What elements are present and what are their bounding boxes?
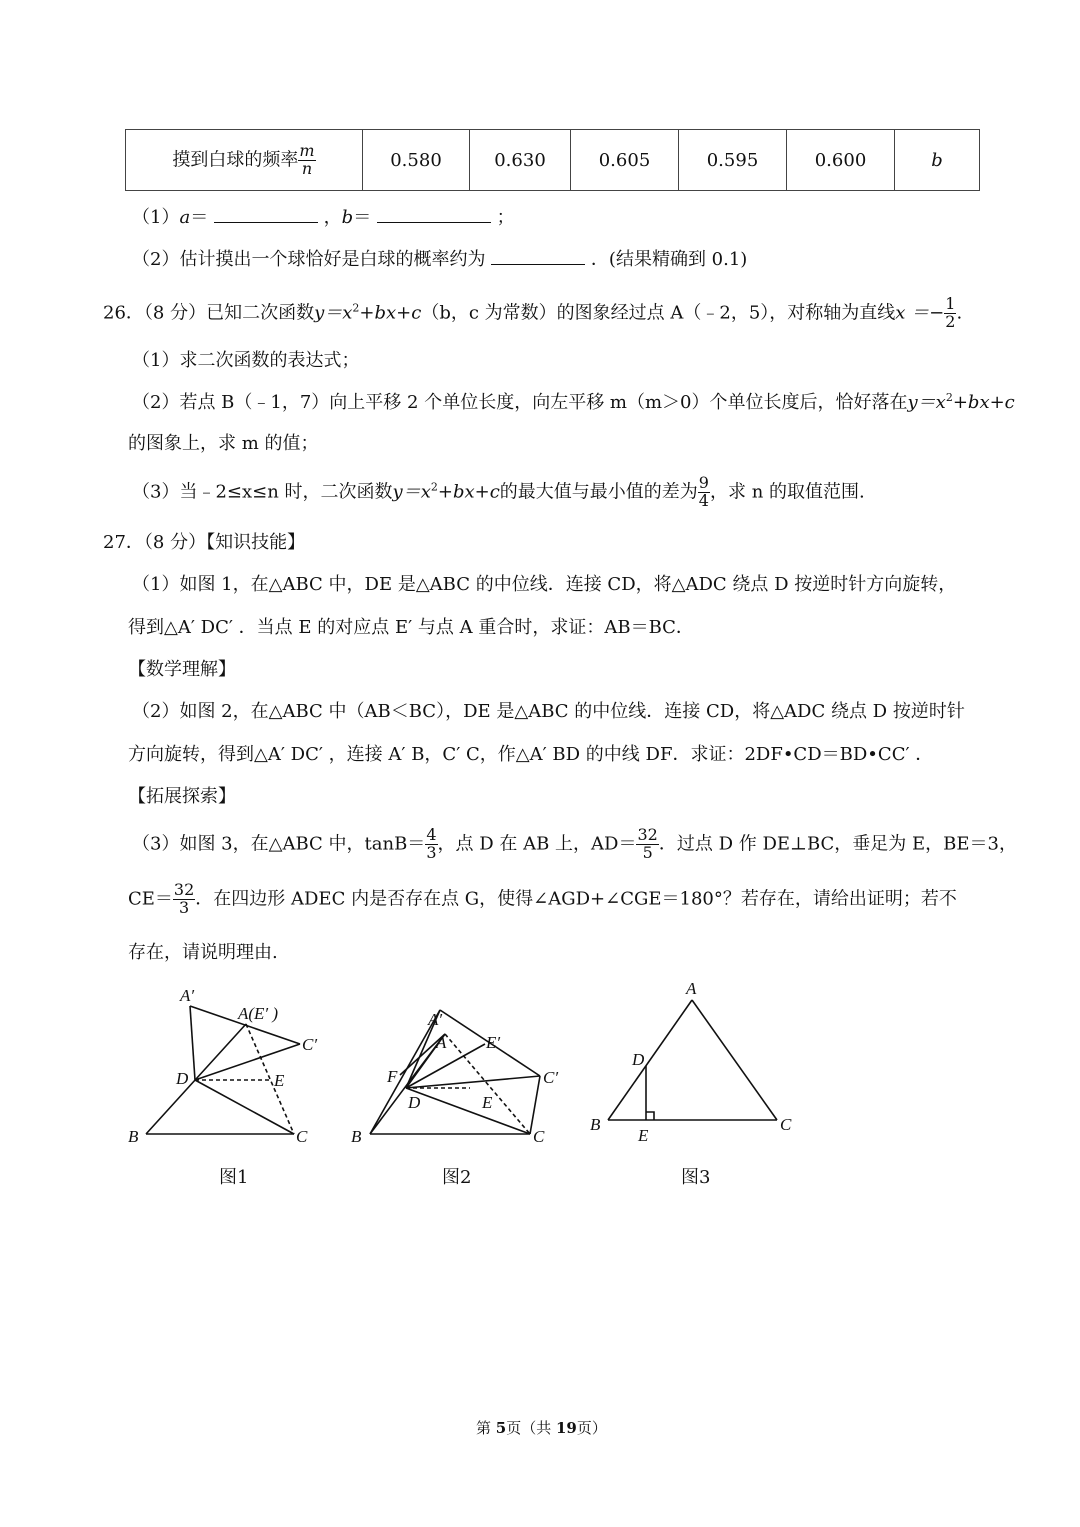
fig3-label: C — [780, 1115, 792, 1134]
fig2-label: C — [533, 1127, 545, 1146]
fraction-nine-fourths: $\frac{9}{4}$ — [698, 473, 709, 510]
fraction-one-half: $\frac{1}{2}$ — [945, 294, 956, 331]
fraction-CE: $\frac{32}{3}$ — [173, 880, 195, 917]
figure-2-caption: 图2 — [442, 1167, 472, 1188]
fig1-label: D — [176, 1069, 189, 1088]
page-footer: 第 5页（共 19页） — [476, 1419, 607, 1437]
table-cell: 0.580 — [363, 130, 470, 191]
fig3-label: E — [638, 1126, 649, 1145]
q27-section-math-understanding: 【数学理解】 — [128, 659, 236, 680]
fig2-label: D — [408, 1093, 421, 1112]
q26-part2: （2）若点 B（﹣1，7）向上平移 2 个单位长度，向左平移 m（m＞0）个单位长度后，恰好落在$y=x^2+bx+c$ — [132, 391, 1015, 413]
q27-part2-cont: 方向旋转，得到△A′ DC′ ，连接 A′ B，C′ C，作△A′ BD 的中线 DF．求证：2DF•CD＝BD•CC′ ． — [128, 744, 934, 765]
q27-part1: （1）如图 1，在△ABC 中，DE 是△ABC 的中位线．连接 CD，将△ADC 绕点 D 按逆时针方向旋转， — [132, 574, 957, 595]
figure-1-caption: 图1 — [219, 1167, 249, 1188]
figure-3-caption: 图3 — [681, 1167, 711, 1188]
q26-part1: （1）求二次函数的表达式； — [132, 350, 360, 371]
fig3-label: A — [686, 979, 697, 998]
fig2-label: E — [482, 1093, 493, 1112]
q27-part3: （3）如图 3，在△ABC 中，tanB＝ $\frac{4}{3}$ ，点 D 在 AB 上，AD＝ $\frac{32}{5}$ ．过点 D 作 DE⊥BC，垂足为 E，BE＝3， — [132, 825, 1017, 862]
page-total: 19 — [556, 1419, 577, 1437]
frequency-table — [125, 129, 980, 191]
table-cell: 0.630 — [470, 130, 571, 191]
q25-part1: （1）a＝ ，b＝ ； — [132, 207, 515, 228]
fig2-label: A — [436, 1033, 447, 1052]
table-row — [126, 130, 980, 191]
fig1-label: C — [296, 1127, 308, 1146]
answer-blank-probability[interactable] — [491, 250, 585, 265]
q27-section-extension: 【拓展探索】 — [128, 786, 236, 807]
q27-part1-cont: 得到△A′ DC′ ．当点 E 的对应点 E′ 与点 A 重合时，求证：AB＝BC． — [128, 617, 694, 638]
answer-blank-a[interactable] — [214, 208, 318, 223]
answer-blank-b[interactable] — [377, 208, 491, 223]
fig1-label: A(E′ ) — [238, 1004, 279, 1023]
q27-part3-cont: CE＝ $\frac{32}{3}$ ．在四边形 ADEC 内是否存在点 G，使得∠AGD+∠CGE＝180°？若存在，请给出证明；若不 — [128, 880, 957, 917]
fig1-label: E — [274, 1071, 285, 1090]
fraction-tanB: $\frac{4}{3}$ — [426, 825, 437, 862]
table-cell: b — [895, 130, 980, 191]
fraction-m-over-n: $\frac{m}{n}$ — [299, 140, 315, 178]
page-number: 5 — [495, 1419, 507, 1437]
table-row-label: 摸到白球的频率 $\frac{m}{n}$ — [126, 130, 363, 191]
fig2-label: F — [387, 1067, 398, 1086]
q27-heading: 27．（8 分）【知识技能】 — [103, 532, 306, 553]
q26-part2-cont: 的图象上，求 m 的值； — [128, 433, 319, 454]
q26-stem: 26．（8 分）已知二次函数$y=x^2+bx+c(b$，c 为常数）的图象经过点 A（﹣2，5），对称轴为直线x ＝− $\frac{1}{2}$ . — [103, 294, 963, 331]
fig2-label: E′ — [486, 1033, 501, 1052]
figure-1-diagram — [146, 1006, 300, 1134]
table-cell: 0.600 — [787, 130, 895, 191]
q26-part3: （3）当﹣2≤x≤n 时，二次函数$y=x^2+bx+c$的最大值与最小值的差为 $\frac{9}{4}$ ，求 n 的取值范围. — [132, 473, 865, 510]
fig2-label: C′ — [543, 1068, 559, 1087]
geometry-figures — [120, 975, 820, 1155]
fig1-label: B — [128, 1127, 139, 1146]
figure-2-labels — [351, 1010, 558, 1146]
table-cell: 0.595 — [679, 130, 787, 191]
q27-part2: （2）如图 2，在△ABC 中（AB＜BC），DE 是△ABC 的中位线．连接 CD，将△ADC 绕点 D 按逆时针 — [132, 701, 965, 722]
fig3-label: B — [590, 1115, 601, 1134]
q27-part3-end: 存在，请说明理由. — [128, 942, 278, 963]
fig2-label: B — [351, 1127, 362, 1146]
table-cell: 0.605 — [571, 130, 679, 191]
fig3-label: D — [632, 1050, 645, 1069]
q25-part2: （2）估计摸出一个球恰好是白球的概率约为 ．(结果精确到 0.1) — [132, 249, 748, 270]
fraction-AD: $\frac{32}{5}$ — [637, 825, 658, 862]
fig1-label: C′ — [302, 1035, 318, 1054]
fig1-label: A′ — [180, 986, 195, 1005]
fig2-label: A′ — [428, 1010, 443, 1029]
